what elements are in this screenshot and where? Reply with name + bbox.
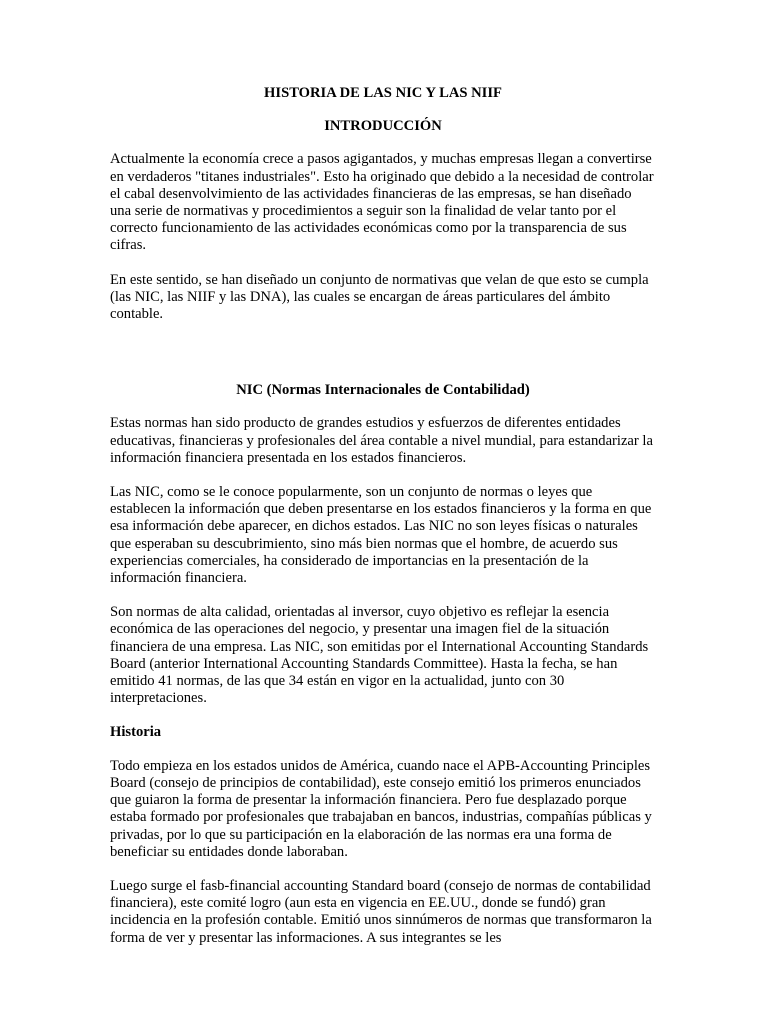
historia-paragraph-2: Luego surge el fasb-financial accounting Standard board (consejo de normas de contabilidad financiera), este comité logro (aun esta en vigencia en EE.UU., donde se fundó) gran incidencia en la profesión contable. Emitió unos sinnúmeros de normas que transformaron la forma de ver y presentar las informaciones. A sus integrantes se les <box>110 877 652 946</box>
historia-paragraph-1: Todo empieza en los estados unidos de América, cuando nace el APB-Accounting Principles Board (consejo de principios de contabilidad), este consejo emitió los primeros enunciados que guiaron la forma de presentar la información financiera. Pero fue desplazado porque estaba formado por profesionales que trabajaban en bancos, industrias, compañías públicas y privadas, por lo que su participación en la elaboración de las normas era una forma de beneficiar su entidades donde laboraban. <box>110 757 652 860</box>
nic-heading: NIC (Normas Internacionales de Contabilidad) <box>236 382 530 399</box>
document-title: HISTORIA DE LAS NIC Y LAS NIIF <box>264 85 502 101</box>
intro-paragraph-2: En este sentido, se han diseñado un conjunto de normativas que velan de que esto se cumpla (las NIC, las NIIF y las DNA), las cuales se encargan de áreas particulares del ámbito contable. <box>110 271 649 323</box>
document-page <box>110 85 656 964</box>
nic-paragraph-2: Las NIC, como se le conoce popularmente, son un conjunto de normas o leyes que establecen la información que deben presentarse en los estados financieros y la forma en que esa información debe aparecer, en dichos estados. Las NIC no son leyes físicas o naturales que esperaban su descubrimiento, sino más bien normas que el hombre, de acuerdo sus experiencias comerciales, ha considerado de importancias en la presentación de la información financiera. <box>110 484 652 587</box>
section-spacer <box>110 340 656 382</box>
nic-paragraph-3: Son normas de alta calidad, orientadas al inversor, cuyo objetivo es reflejar la esencia económica de las operaciones del negocio, y presentar una imagen fiel de la situación financiera de una empresa. Las NIC, son emitidas por el International Accounting Standards Board (anterior International Accounting Standards Committee). Hasta la fecha, se han emitido 41 normas, de las que 34 están en vigor en la actualidad, junto con 30 interpretaciones. <box>110 604 649 707</box>
intro-paragraph-1: Actualmente la economía crece a pasos agigantados, y muchas empresas llegan a convertirse en verdaderos "titanes industriales". Esto ha originado que debido a la necesidad de controlar el cabal desenvolvimiento de las actividades financieras de las empresas, se han diseñado una serie de normativas y procedimientos a seguir son la finalidad de velar tanto por el correcto funcionamiento de las actividades económicas como por la transparencia de sus cifras. <box>110 151 654 254</box>
historia-heading: Historia <box>110 724 162 741</box>
intro-heading: INTRODUCCIÓN <box>324 118 442 135</box>
nic-paragraph-1: Estas normas han sido producto de grandes estudios y esfuerzos de diferentes entidades educativas, financieras y profesionales del área contable a nivel mundial, para estandarizar la información financiera presentada en los estados financieros. <box>110 415 653 466</box>
